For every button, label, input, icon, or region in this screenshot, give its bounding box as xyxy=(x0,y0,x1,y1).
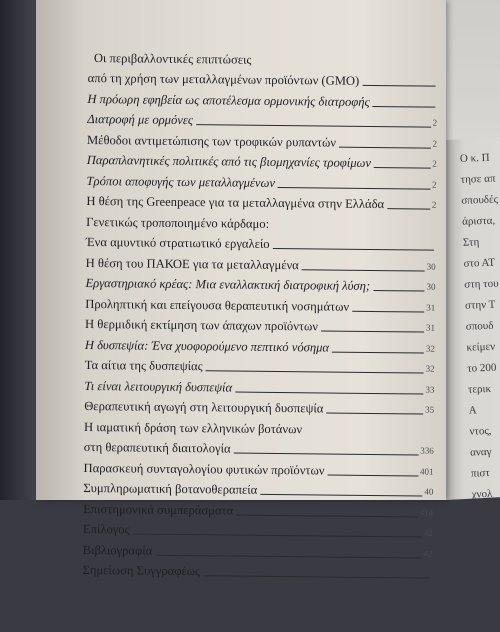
toc-entry-title: Βιβλιογραφία xyxy=(82,542,153,558)
right-page-line: το 200 xyxy=(467,361,497,375)
toc-entry-title: Η θερμιδική εκτίμηση των άπαχων προϊόντων xyxy=(85,316,319,334)
toc-entry-title: Η θέση του ΠΑΚΟΕ για τα μεταλλαγμένα xyxy=(85,255,299,272)
toc-entry xyxy=(84,374,434,398)
toc-entry-title: Οι περιβαλλοντικές επιπτώσεις xyxy=(93,50,252,67)
toc-page-number: 32 xyxy=(425,363,435,374)
toc-entry-title: Ένα αμυντικό στρατιωτικό εργαλείο xyxy=(85,234,270,251)
right-page-line: στο ΑΤ xyxy=(463,256,496,270)
toc-dot-leader xyxy=(305,434,432,435)
right-page-line: χον xyxy=(472,509,488,522)
table-of-contents xyxy=(82,46,438,583)
right-page-line: το xyxy=(475,593,486,606)
toc-entry-title: Τα αίτια της δυσπεψίας xyxy=(84,357,203,374)
toc-entry-title: Επιστημονικά συμπεράσματα xyxy=(83,501,234,518)
toc-entry-title: Συμπληρωματική βοτανοθεραπεία xyxy=(83,480,258,497)
toc-entry xyxy=(86,230,436,254)
toc-dot-leader xyxy=(373,105,436,107)
toc-dot-leader xyxy=(203,575,430,578)
toc-entry xyxy=(85,292,435,316)
toc-page-number: 336 xyxy=(420,445,434,456)
toc-entry-title: Διατροφή με ορμόνες xyxy=(87,111,194,128)
toc-dot-leader xyxy=(235,391,423,394)
toc-dot-leader xyxy=(374,167,430,169)
toc-page-number: 414 xyxy=(419,506,434,518)
toc-dot-leader xyxy=(326,413,423,415)
toc-entry-title: από τη χρήση των μεταλλαγμένων προϊόντων (GMO) xyxy=(87,70,360,88)
toc-dot-leader xyxy=(362,85,435,87)
toc-dot-leader xyxy=(273,248,434,251)
right-page-line: δου xyxy=(472,530,490,543)
right-page-line: σπουδές xyxy=(461,193,499,207)
toc-page-number: 2 xyxy=(432,179,437,190)
right-page-line: σπουδ xyxy=(465,319,494,333)
toc-dot-leader xyxy=(133,533,422,537)
toc-dot-leader xyxy=(196,124,431,127)
toc-entry xyxy=(85,353,435,377)
toc-page-number: 30 xyxy=(426,261,436,272)
toc-page-number: 2 xyxy=(432,138,438,149)
toc-entry xyxy=(85,333,435,357)
toc-entry-title: Η θέση της Greenpeace για τα μεταλλαγμένα στην Ελλάδα xyxy=(86,193,385,212)
right-page-line: κείμεν xyxy=(466,340,496,354)
toc-entry xyxy=(84,415,434,439)
toc-dot-leader xyxy=(155,554,421,558)
right-page-line: Gm xyxy=(475,613,493,627)
right-page-line: τερικ xyxy=(467,382,492,396)
toc-dot-leader xyxy=(254,64,435,66)
toc-page-number: 31 xyxy=(426,302,436,313)
toc-entry xyxy=(88,66,438,90)
toc-entry xyxy=(83,456,433,480)
toc-entry-title: Τρόποι αποφυγής των μεταλλαγμένων xyxy=(86,173,276,190)
right-page-line: Στη xyxy=(462,236,480,249)
toc-entry xyxy=(83,476,433,500)
toc-dot-leader xyxy=(272,228,434,230)
right-page-line: ντος, xyxy=(469,424,492,438)
right-page-line: Νο xyxy=(473,551,488,564)
toc-entry-title: Εργαστηριακό κρέας: Μια εναλλακτική διατροφική λύση; xyxy=(85,275,371,293)
toc-page-number: 32 xyxy=(425,343,435,354)
right-page-line: πιστ xyxy=(470,466,490,480)
toc-dot-leader xyxy=(206,370,424,373)
toc-page-number: 33 xyxy=(425,384,435,395)
toc-entry xyxy=(87,148,437,172)
toc-entry-title: Μέθοδοι αντιμετώπισης των τροφικών ρυπαντών xyxy=(86,132,337,150)
toc-entry-title: στη θεραπευτική διαιτολογία xyxy=(83,439,231,456)
right-page-line: άριστα, xyxy=(461,214,496,228)
toc-entry xyxy=(86,189,436,213)
toc-dot-leader xyxy=(302,269,425,271)
toc-dot-leader xyxy=(339,146,430,148)
toc-dot-leader xyxy=(332,351,424,353)
right-page-line: στην Τ xyxy=(464,298,496,312)
toc-dot-leader xyxy=(234,453,419,456)
toc-entry-title: Παρασκευή συνταγολογίου φυτικών προϊόντων xyxy=(83,460,325,477)
toc-entry xyxy=(82,558,432,582)
toc-entry-title: Παραπλανητικές πολιτικές από τις βιομηχανίες τροφίμων xyxy=(86,152,372,170)
toc-entry-title: Σημείωση Συγγραφέως xyxy=(82,562,201,579)
toc-entry-title: Η πρόωρη εφηβεία ως αποτέλεσμα ορμονικής διατροφής xyxy=(87,91,370,109)
toc-page-number: 31 xyxy=(426,322,436,333)
toc-entry xyxy=(83,497,433,521)
right-page-line: Α xyxy=(468,404,477,417)
toc-page-number: 35 xyxy=(425,404,435,415)
toc-dot-leader xyxy=(327,474,418,476)
toc-page-number: 42 xyxy=(423,548,433,559)
toc-entry xyxy=(84,435,434,459)
toc-page-number: 2 xyxy=(431,199,437,210)
toc-entry xyxy=(87,87,437,111)
toc-page-number: 40 xyxy=(424,486,434,497)
toc-dot-leader xyxy=(236,514,417,517)
right-page-line: αναγ xyxy=(469,445,492,459)
toc-entry xyxy=(86,169,436,193)
toc-entry xyxy=(86,251,436,275)
toc-entry xyxy=(87,128,437,152)
right-page-line: στη του xyxy=(464,277,499,291)
toc-dot-leader xyxy=(373,290,424,292)
toc-entry-title: Θεραπευτική αγωγή στη λειτουργική δυσπεψία xyxy=(84,398,324,416)
right-page-line: χνολ xyxy=(471,487,493,501)
toc-dot-leader xyxy=(387,208,430,209)
toc-entry-title: Γενετικώς τροποποιημένο κάρδαμο: xyxy=(86,214,270,231)
toc-dot-leader xyxy=(352,310,424,312)
toc-dot-leader xyxy=(321,330,424,332)
right-page-line: στ xyxy=(474,572,486,585)
toc-page-number: 30 xyxy=(426,281,436,292)
toc-page-number: 2 xyxy=(432,117,438,128)
toc-entry-title: Επίλογος xyxy=(82,521,130,537)
toc-entry xyxy=(87,107,437,131)
toc-entry-title: Η ιαματική δράση των ελληνικών βοτάνων xyxy=(83,419,303,436)
toc-entry xyxy=(85,312,435,336)
toc-entry-title: Τι είναι λειτουργική δυσπεψία xyxy=(84,378,233,395)
toc-entry xyxy=(84,394,434,418)
toc-entry-title: Προληπτική και επείγουσα θεραπευτική νοσημάτων xyxy=(85,296,350,314)
right-page-line: Ο κ. Π xyxy=(459,151,490,165)
toc-entry xyxy=(83,538,433,562)
toc-entry-title: Η δυσπεψία: Ένα χυοφορούμενο πεπτικό νόσημα xyxy=(84,337,330,355)
right-page-line: τησε απ xyxy=(460,172,496,186)
toc-page-number: 401 xyxy=(420,466,434,477)
toc-page-number: 42 xyxy=(423,527,433,538)
toc-page-number: 2 xyxy=(432,158,437,169)
toc-entry xyxy=(86,210,436,234)
toc-entry xyxy=(85,271,435,295)
toc-dot-leader xyxy=(278,186,430,189)
toc-dot-leader xyxy=(260,494,422,497)
toc-entry xyxy=(88,46,438,70)
